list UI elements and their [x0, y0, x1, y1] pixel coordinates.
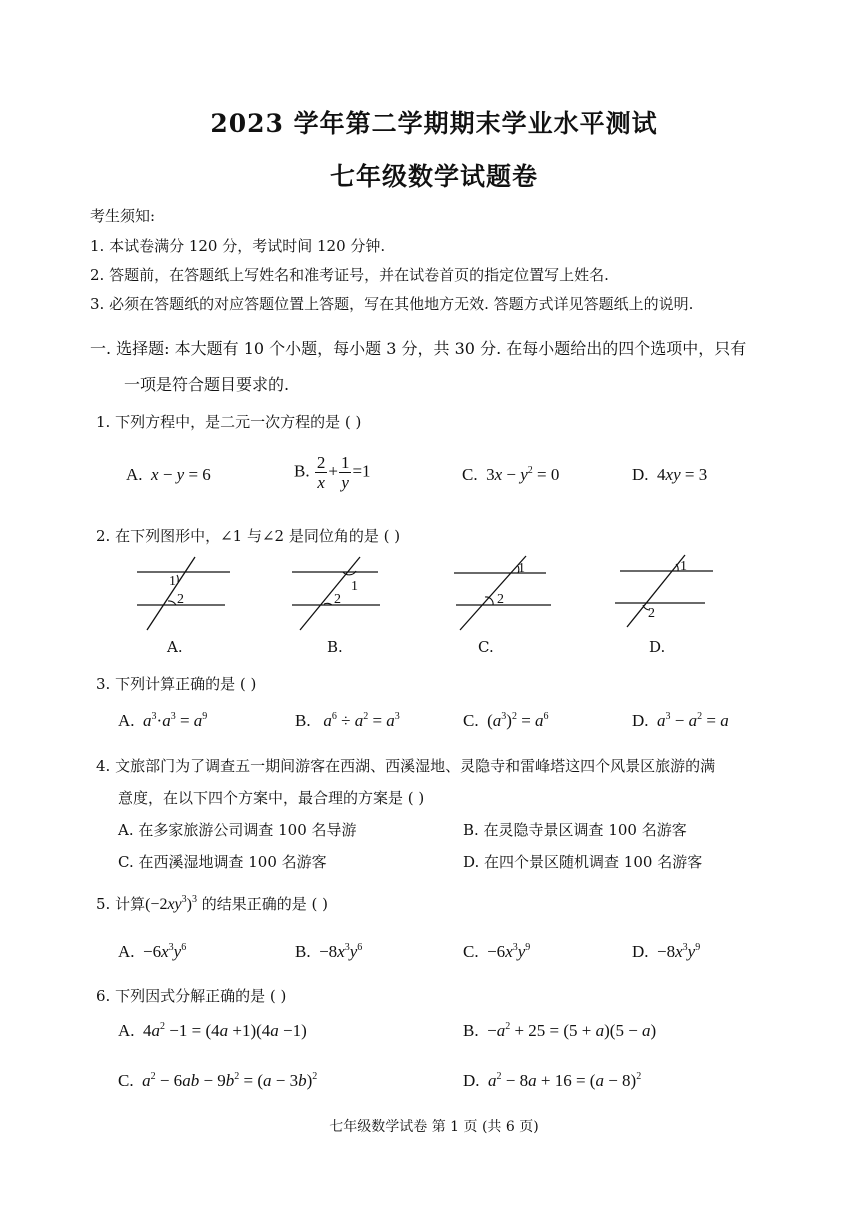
- q4-option-a: A. 在多家旅游公司调查 100 名导游: [118, 821, 357, 839]
- q2-label-a: A.: [167, 638, 183, 656]
- q2-figure-a: [130, 555, 240, 635]
- q2-label-c: C.: [478, 638, 494, 656]
- svg-text:1: 1: [518, 561, 525, 576]
- exam-subtitle: 七年级数学试题卷: [329, 162, 538, 191]
- question-6-stem: 6. 下列因式分解正确的是 ( ): [96, 987, 287, 1005]
- q3-option-d: D. $a^3 - a^2 = a$: [632, 711, 729, 730]
- question-4-stem: 4. 文旅部门为了调查五一期间游客在西湖、西溪湿地、灵隐寺和雷峰塔这四个风景区旅游的满: [96, 757, 716, 775]
- q3-option-a: A. $a^3\cdot a^3 = a^9$: [118, 711, 208, 730]
- question-4-stem-cont: 意度，在以下四个方案中，最合理的方案是 ( ): [118, 789, 425, 807]
- q4-option-c: C. 在西溪湿地调查 100 名游客: [118, 853, 327, 871]
- q2-figure-c: [448, 552, 558, 632]
- svg-text:1: 1: [351, 579, 358, 594]
- question-2-stem: 2. 在下列图形中，∠1 与∠2 是同位角的是 ( ): [96, 527, 401, 545]
- q6-option-d: D. $a^2 - 8a + 16 = (a - 8)^2$: [463, 1071, 642, 1090]
- svg-text:2: 2: [648, 606, 655, 621]
- section-heading: 一. 选择题: 本大题有 10 个小题，每小题 3 分，共 30 分. 在每小题给出的四个选项中，只有: [90, 339, 747, 358]
- svg-text:2: 2: [497, 592, 504, 607]
- q1-option-a: A. x − y = 6: [126, 465, 211, 484]
- q2-figure-b: [288, 555, 398, 635]
- question-1-stem: 1. 下列方程中，是二元一次方程的是 ( ): [96, 413, 362, 431]
- q5-option-b: B. $-8x^3y^6$: [295, 942, 363, 961]
- q6-option-b: B. $-a^2 + 25 = (5 + a)(5 - a)$: [463, 1021, 657, 1040]
- q4-option-d: D. 在四个景区随机调查 100 名游客: [463, 853, 703, 871]
- q5-option-a: A. $-6x^3y^6$: [118, 942, 187, 961]
- svg-text:1: 1: [680, 559, 687, 574]
- q2-label-d: D.: [649, 638, 666, 656]
- question-5-stem: 5. 计算$(-2xy^3)^3$ 的结果正确的是 ( ): [96, 894, 329, 913]
- q6-option-c: C. $a^2 - 6ab - 9b^2 = (a - 3b)^2$: [118, 1071, 318, 1090]
- q1-option-d: D. 4xy = 3: [632, 465, 708, 484]
- q1-option-b: B. $\frac{2}{x}$ + $\frac{1}{y}$ =1: [294, 453, 371, 492]
- q3-option-c: C. $(a^3)^2 = a^6$: [463, 711, 549, 730]
- question-3-stem: 3. 下列计算正确的是 ( ): [96, 675, 257, 693]
- q1-option-c: C. $3x - y^2 = 0$: [462, 465, 560, 484]
- q2-figure-d: [610, 552, 720, 632]
- q2-label-b: B.: [327, 638, 343, 656]
- q5-option-c: C. $-6x^3y^9$: [463, 942, 531, 961]
- svg-text:1: 1: [169, 574, 176, 589]
- q4-option-b: B. 在灵隐寺景区调查 100 名游客: [463, 821, 687, 839]
- notice-item-1: 1. 本试卷满分 120 分，考试时间 120 分钟.: [90, 237, 386, 255]
- section-heading-cont: 一项是符合题目要求的.: [124, 375, 290, 394]
- svg-text:2: 2: [177, 592, 184, 607]
- page-footer: 七年级数学试卷 第 1 页 (共 6 页): [329, 1119, 539, 1135]
- notice-item-3: 3. 必须在答题纸的对应答题位置上答题，写在其他地方无效. 答题方式详见答题纸上的说明.: [90, 295, 694, 313]
- notice-heading: 考生须知:: [90, 207, 156, 225]
- exam-title: 2023 学年第二学期期末学业水平测试: [210, 109, 658, 138]
- q3-option-b: B. $a^6 \div a^2 = a^3$: [295, 711, 400, 730]
- svg-text:2: 2: [334, 592, 341, 607]
- q5-option-d: D. $-8x^3y^9$: [632, 942, 701, 961]
- notice-item-2: 2. 答题前，在答题纸上写姓名和准考证号，并在试卷首页的指定位置写上姓名.: [90, 266, 609, 284]
- q6-option-a: A. $4a^2 -1 = (4a +1)(4a -1)$: [118, 1021, 307, 1040]
